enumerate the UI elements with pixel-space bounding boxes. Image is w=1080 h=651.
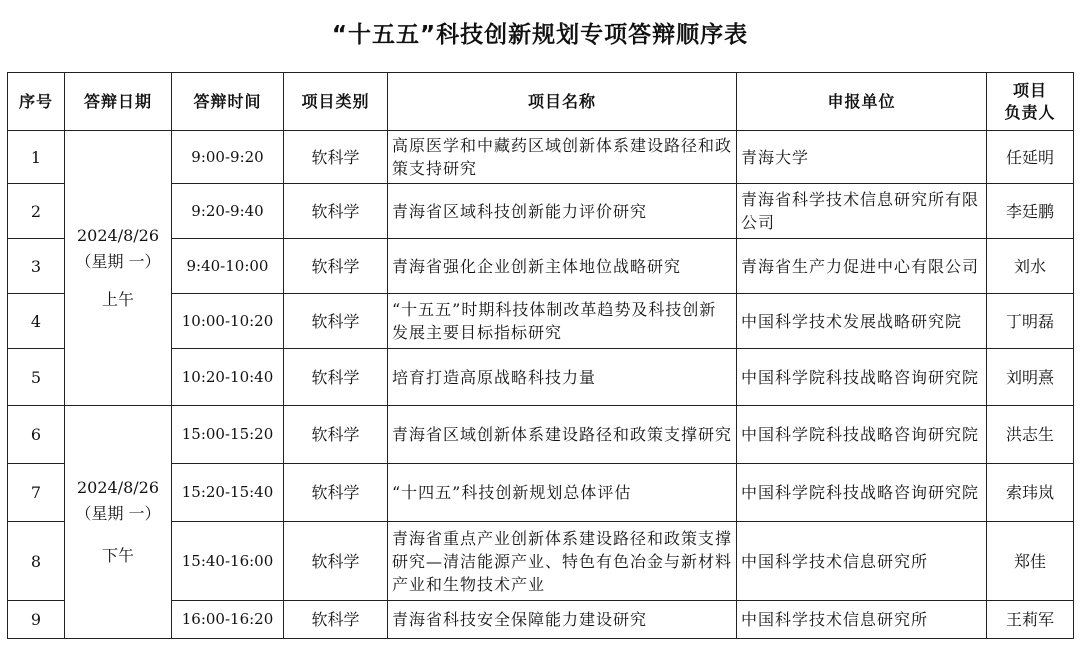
header-name: 项目名称 xyxy=(388,73,737,131)
cell-category: 软科学 xyxy=(284,184,388,239)
table-row xyxy=(8,131,1074,184)
cell-leader: 洪志生 xyxy=(987,406,1074,464)
cell-leader: 索玮岚 xyxy=(987,464,1074,522)
cell-category: 软科学 xyxy=(284,131,388,184)
header-date: 答辩日期 xyxy=(65,73,172,131)
cell-project-name: 高原医学和中藏药区域创新体系建设路径和政策支持研究 xyxy=(388,131,737,184)
cell-time: 10:00-10:20 xyxy=(172,294,284,349)
cell-project-name: 培育打造高原战略科技力量 xyxy=(388,349,737,406)
cell-leader: 丁明磊 xyxy=(987,294,1074,349)
table-row xyxy=(8,406,1074,464)
period-text: 上午 xyxy=(101,290,134,309)
cell-category: 软科学 xyxy=(284,349,388,406)
cell-unit: 中国科学技术信息研究所 xyxy=(737,522,987,601)
header-no: 序号 xyxy=(8,73,65,131)
cell-time: 16:00-16:20 xyxy=(172,601,284,639)
cell-leader: 任延明 xyxy=(987,131,1074,184)
cell-leader: 刘明熹 xyxy=(987,349,1074,406)
cell-unit: 中国科学院科技战略咨询研究院 xyxy=(737,464,987,522)
cell-no: 6 xyxy=(8,406,65,464)
cell-project-name: 青海省科技安全保障能力建设研究 xyxy=(388,601,737,639)
cell-unit: 中国科学院科技战略咨询研究院 xyxy=(737,406,987,464)
cell-leader: 王莉军 xyxy=(987,601,1074,639)
cell-unit: 青海省科学技术信息研究所有限公司 xyxy=(737,184,987,239)
schedule-table xyxy=(7,72,1074,639)
header-leader-line1: 项目 xyxy=(1012,80,1047,100)
cell-no: 9 xyxy=(8,601,65,639)
cell-project-name: 青海省区域创新体系建设路径和政策支撑研究 xyxy=(388,406,737,464)
cell-unit: 中国科学技术发展战略研究院 xyxy=(737,294,987,349)
weekday-text: （星期 一） xyxy=(75,504,161,523)
cell-category: 软科学 xyxy=(284,522,388,601)
cell-no: 3 xyxy=(8,239,65,294)
cell-no: 5 xyxy=(8,349,65,406)
cell-time: 10:20-10:40 xyxy=(172,349,284,406)
cell-leader: 刘水 xyxy=(987,239,1074,294)
cell-project-name: 青海省强化企业创新主体地位战略研究 xyxy=(388,239,737,294)
cell-time: 15:40-16:00 xyxy=(172,522,284,601)
header-leader-line2: 负责人 xyxy=(1004,102,1056,122)
cell-time: 15:20-15:40 xyxy=(172,464,284,522)
header-leader xyxy=(987,73,1074,131)
cell-project-name: “十五五”时期科技体制改革趋势及科技创新发展主要目标指标研究 xyxy=(388,294,737,349)
cell-category: 软科学 xyxy=(284,406,388,464)
cell-project-name: 青海省重点产业创新体系建设路径和政策支撑研究—清洁能源产业、特色有色冶金与新材料产业和生物技术产业 xyxy=(388,522,737,601)
cell-no: 4 xyxy=(8,294,65,349)
cell-date-afternoon xyxy=(65,406,172,639)
cell-no: 8 xyxy=(8,522,65,601)
cell-category: 软科学 xyxy=(284,601,388,639)
cell-unit: 青海大学 xyxy=(737,131,987,184)
cell-category: 软科学 xyxy=(284,464,388,522)
cell-time: 9:20-9:40 xyxy=(172,184,284,239)
weekday-text: （星期 一） xyxy=(75,252,161,271)
cell-date-morning xyxy=(65,131,172,406)
cell-no: 1 xyxy=(8,131,65,184)
cell-leader: 李廷鹏 xyxy=(987,184,1074,239)
cell-unit: 中国科学技术信息研究所 xyxy=(737,601,987,639)
cell-unit: 中国科学院科技战略咨询研究院 xyxy=(737,349,987,406)
header-row xyxy=(8,73,1074,131)
cell-project-name: “十四五”科技创新规划总体评估 xyxy=(388,464,737,522)
cell-project-name: 青海省区域科技创新能力评价研究 xyxy=(388,184,737,239)
document-title: “十五五”科技创新规划专项答辩顺序表 xyxy=(331,22,749,48)
date-text: 2024/8/26 xyxy=(76,226,160,245)
cell-unit: 青海省生产力促进中心有限公司 xyxy=(737,239,987,294)
header-category: 项目类别 xyxy=(284,73,388,131)
header-time: 答辩时间 xyxy=(172,73,284,131)
cell-time: 15:00-15:20 xyxy=(172,406,284,464)
cell-no: 2 xyxy=(8,184,65,239)
cell-category: 软科学 xyxy=(284,294,388,349)
cell-time: 9:40-10:00 xyxy=(172,239,284,294)
cell-leader: 郑佳 xyxy=(987,522,1074,601)
period-text: 下午 xyxy=(101,546,134,565)
cell-time: 9:00-9:20 xyxy=(172,131,284,184)
header-unit: 申报单位 xyxy=(737,73,987,131)
date-text: 2024/8/26 xyxy=(76,478,160,497)
cell-category: 软科学 xyxy=(284,239,388,294)
cell-no: 7 xyxy=(8,464,65,522)
